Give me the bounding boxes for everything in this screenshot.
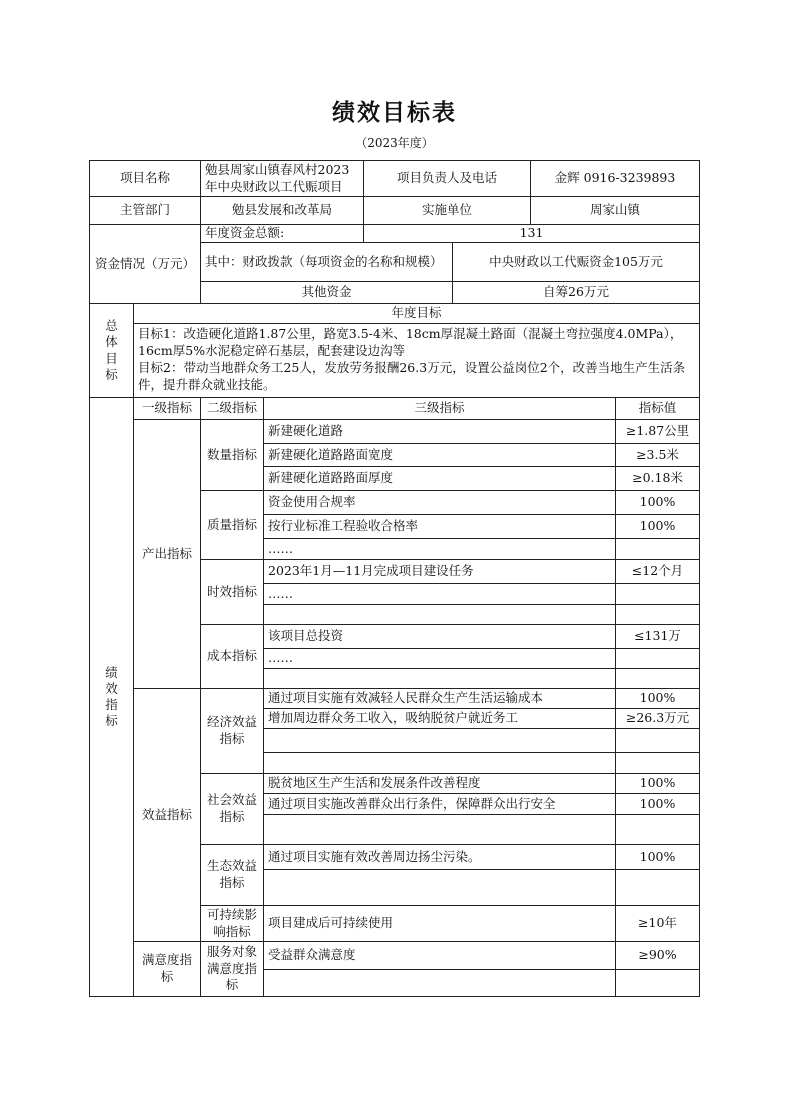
goal-1: 目标1：改造硬化道路1.87公里，路宽3.5-4米、18cm厚混凝土路面（混凝土弯拉强度4.0MPa），16cm厚5%水泥稳定碎石基层，配套建设边沟等 bbox=[138, 326, 683, 358]
indicator-value bbox=[615, 814, 700, 845]
indicator-value: 100% bbox=[615, 793, 700, 815]
header-value: 指标值 bbox=[615, 397, 700, 420]
indicator-value: ≥10年 bbox=[615, 905, 700, 942]
indicator-value bbox=[615, 648, 700, 669]
indicator-text bbox=[263, 752, 616, 774]
indicator-text bbox=[263, 969, 616, 997]
funds-other-value: 自筹26万元 bbox=[452, 281, 700, 304]
contact-label: 项目负责人及电话 bbox=[363, 160, 531, 197]
indicator-text bbox=[263, 668, 616, 689]
indicator-value: ≥26.3万元 bbox=[615, 708, 700, 729]
indicator-text: 2023年1月—11月完成项目建设任务 bbox=[263, 559, 616, 584]
indicator-value bbox=[615, 869, 700, 906]
indicator-text: 资金使用合规率 bbox=[263, 490, 616, 515]
indicator-text: 受益群众满意度 bbox=[263, 941, 616, 970]
page-title: 绩效目标表 bbox=[332, 99, 457, 126]
indicator-text bbox=[263, 728, 616, 753]
funds-fiscal-label: 其中：财政拨款（每项资金的名称和规模） bbox=[200, 242, 453, 282]
goals-header: 年度目标 bbox=[133, 303, 700, 324]
indicator-value: 100% bbox=[615, 773, 700, 794]
indicator-value: ≥0.18米 bbox=[615, 466, 700, 491]
indicator-value bbox=[615, 604, 700, 625]
indicator-text: 通过项目实施改善群众出行条件，保障群众出行安全 bbox=[263, 793, 616, 815]
indicator-text: 增加周边群众务工收入，吸纳脱贫户就近务工 bbox=[263, 708, 616, 729]
indicator-value: 100% bbox=[615, 490, 700, 515]
indicator-value: ≤131万 bbox=[615, 624, 700, 649]
level2-service: 服务对象满意度指标 bbox=[200, 941, 264, 997]
indicator-value: ≥1.87公里 bbox=[615, 419, 700, 444]
contact-value: 金辉 0916-3239893 bbox=[530, 160, 700, 197]
page-subtitle: （2023年度） bbox=[355, 136, 434, 150]
indicator-text: 新建硬化道路路面厚度 bbox=[263, 466, 616, 491]
funds-total-label: 年度资金总额: bbox=[200, 224, 364, 243]
indicator-value bbox=[615, 969, 700, 997]
goal-2: 目标2：带动当地群众务工25人，发放劳务报酬26.3万元，设置公益岗位2个，改善当地生产生活条件，提升群众就业技能。 bbox=[138, 359, 686, 392]
indicator-value: 100% bbox=[615, 688, 700, 709]
funds-label: 资金情况（万元） bbox=[89, 224, 201, 304]
indicator-value: ≥3.5米 bbox=[615, 443, 700, 467]
project-name-value: 勉县周家山镇春风村2023年中央财政以工代赈项目 bbox=[200, 160, 364, 197]
indicator-text: 新建硬化道路 bbox=[263, 419, 616, 444]
header-level2: 二级指标 bbox=[200, 397, 264, 420]
goals-text bbox=[133, 323, 700, 398]
indicator-value: 100% bbox=[615, 514, 700, 539]
indicator-text: …… bbox=[263, 648, 616, 669]
indicator-text: 项目建成后可持续使用 bbox=[263, 905, 616, 942]
indicator-text: 通过项目实施有效改善周边扬尘污染。 bbox=[263, 844, 616, 870]
indicator-value: 100% bbox=[615, 844, 700, 870]
indicators-label: 绩 效 指 标 bbox=[89, 397, 134, 997]
indicator-text: …… bbox=[263, 583, 616, 605]
dept-value: 勉县发展和改革局 bbox=[200, 196, 364, 225]
level2-eco: 生态效益指标 bbox=[200, 844, 264, 906]
indicator-text bbox=[263, 814, 616, 845]
indicator-text: …… bbox=[263, 538, 616, 560]
indicator-value: ≤12个月 bbox=[615, 559, 700, 584]
level2-timeliness: 时效指标 bbox=[200, 559, 264, 625]
goals-label: 总 体 目 标 bbox=[89, 303, 134, 398]
project-name-label: 项目名称 bbox=[89, 160, 201, 197]
indicator-text: 按行业标准工程验收合格率 bbox=[263, 514, 616, 539]
funds-other-label: 其他资金 bbox=[200, 281, 453, 304]
indicator-text bbox=[263, 869, 616, 906]
level2-economic: 经济效益指标 bbox=[200, 688, 264, 774]
indicator-value bbox=[615, 583, 700, 605]
indicator-text bbox=[263, 604, 616, 625]
level1-satisfaction: 满意度指标 bbox=[133, 941, 201, 997]
indicator-text: 新建硬化道路路面宽度 bbox=[263, 443, 616, 467]
indicator-value bbox=[615, 668, 700, 689]
funds-fiscal-value: 中央财政以工代赈资金105万元 bbox=[452, 242, 700, 282]
level1-benefit: 效益指标 bbox=[133, 688, 201, 942]
impl-value: 周家山镇 bbox=[530, 196, 700, 225]
indicator-text: 通过项目实施有效减轻人民群众生产生活运输成本 bbox=[263, 688, 616, 709]
indicator-value: ≥90% bbox=[615, 941, 700, 970]
level2-quality: 质量指标 bbox=[200, 490, 264, 560]
indicator-text: 脱贫地区生产生活和发展条件改善程度 bbox=[263, 773, 616, 794]
level2-cost: 成本指标 bbox=[200, 624, 264, 689]
funds-total-value: 131 bbox=[363, 224, 700, 243]
dept-label: 主管部门 bbox=[89, 196, 201, 225]
indicator-value bbox=[615, 538, 700, 560]
indicator-value bbox=[615, 728, 700, 753]
indicator-text: 该项目总投资 bbox=[263, 624, 616, 649]
level2-sustain: 可持续影响指标 bbox=[200, 905, 264, 942]
header-level1: 一级指标 bbox=[133, 397, 201, 420]
indicator-value bbox=[615, 752, 700, 774]
header-level3: 三级指标 bbox=[263, 397, 616, 420]
impl-label: 实施单位 bbox=[363, 196, 531, 225]
level1-output: 产出指标 bbox=[133, 419, 201, 689]
level2-social: 社会效益指标 bbox=[200, 773, 264, 845]
level2-quantity: 数量指标 bbox=[200, 419, 264, 491]
